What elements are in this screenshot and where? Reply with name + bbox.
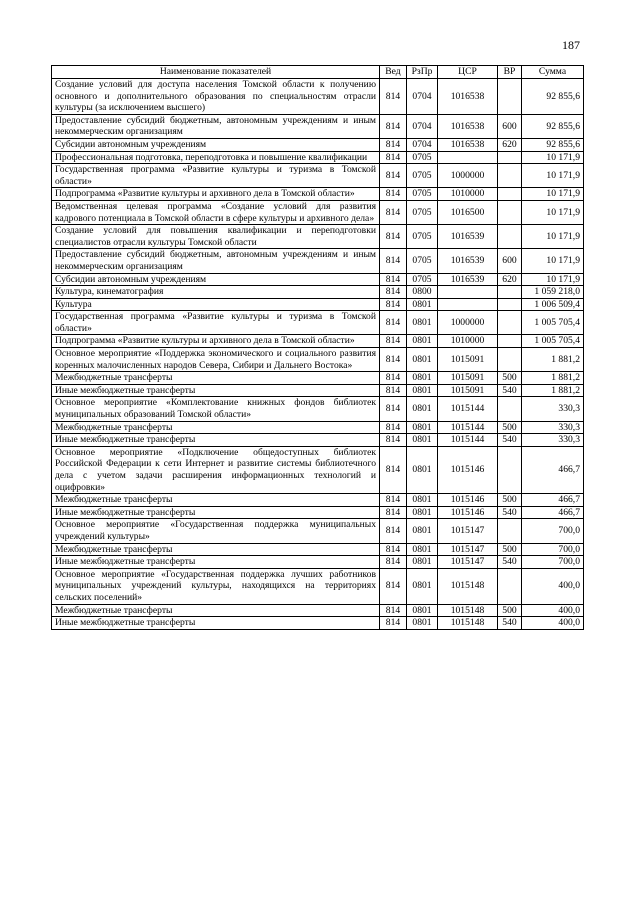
cell-ved: 814 bbox=[380, 298, 407, 311]
cell-name: Иные межбюджетные трансферты bbox=[52, 556, 380, 569]
header-sum: Сумма bbox=[522, 66, 584, 79]
table-row bbox=[52, 138, 584, 151]
cell-csr: 1015146 bbox=[438, 494, 498, 507]
cell-name: Субсидии автономным учреждениям bbox=[52, 138, 380, 151]
cell-rzpr: 0705 bbox=[407, 273, 438, 286]
cell-sum: 10 171,9 bbox=[522, 151, 584, 164]
cell-rzpr: 0801 bbox=[407, 298, 438, 311]
cell-name: Основное мероприятие «Подключение общедоступных библиотек Российской Федерации к сети Интернет и развитие системы библиотечного дела с учетом задачи расширения информационных технологий и оцифровки» bbox=[52, 446, 380, 493]
cell-ved: 814 bbox=[380, 164, 407, 188]
cell-vr bbox=[498, 348, 522, 372]
cell-vr bbox=[498, 164, 522, 188]
cell-ved: 814 bbox=[380, 372, 407, 385]
cell-rzpr: 0801 bbox=[407, 519, 438, 543]
table-row bbox=[52, 446, 584, 493]
cell-csr: 1016539 bbox=[438, 225, 498, 249]
table-row bbox=[52, 421, 584, 434]
cell-name: Ведомственная целевая программа «Создание условий для развития кадрового потенциала в Томской области в сфере культуры и архивного дела» bbox=[52, 200, 380, 224]
cell-csr: 1015148 bbox=[438, 617, 498, 630]
cell-rzpr: 0705 bbox=[407, 249, 438, 273]
cell-name: Создание условий для доступа населения Томской области к получению основного и дополнительного образования по специальностям отрасли культуры (за исключением высшего) bbox=[52, 79, 380, 115]
cell-sum: 400,0 bbox=[522, 617, 584, 630]
cell-sum: 10 171,9 bbox=[522, 273, 584, 286]
cell-vr: 540 bbox=[498, 617, 522, 630]
table-row bbox=[52, 298, 584, 311]
table-row bbox=[52, 79, 584, 115]
cell-name: Межбюджетные трансферты bbox=[52, 494, 380, 507]
cell-name: Иные межбюджетные трансферты bbox=[52, 384, 380, 397]
cell-csr: 1000000 bbox=[438, 311, 498, 335]
cell-rzpr: 0801 bbox=[407, 494, 438, 507]
cell-vr: 500 bbox=[498, 421, 522, 434]
cell-sum: 1 881,2 bbox=[522, 384, 584, 397]
cell-sum: 1 005 705,4 bbox=[522, 311, 584, 335]
cell-csr: 1015091 bbox=[438, 372, 498, 385]
cell-csr: 1016538 bbox=[438, 138, 498, 151]
cell-csr: 1015144 bbox=[438, 434, 498, 447]
cell-name: Иные межбюджетные трансферты bbox=[52, 506, 380, 519]
cell-name: Иные межбюджетные трансферты bbox=[52, 617, 380, 630]
cell-vr: 600 bbox=[498, 249, 522, 273]
cell-ved: 814 bbox=[380, 446, 407, 493]
cell-csr bbox=[438, 151, 498, 164]
cell-rzpr: 0801 bbox=[407, 568, 438, 604]
cell-sum: 1 881,2 bbox=[522, 372, 584, 385]
cell-sum: 400,0 bbox=[522, 568, 584, 604]
cell-sum: 10 171,9 bbox=[522, 188, 584, 201]
cell-sum: 330,3 bbox=[522, 397, 584, 421]
cell-ved: 814 bbox=[380, 311, 407, 335]
cell-ved: 814 bbox=[380, 273, 407, 286]
cell-name: Иные межбюджетные трансферты bbox=[52, 434, 380, 447]
table-row bbox=[52, 188, 584, 201]
cell-sum: 466,7 bbox=[522, 494, 584, 507]
cell-ved: 814 bbox=[380, 249, 407, 273]
cell-csr bbox=[438, 298, 498, 311]
header-name: Наименование показателей bbox=[52, 66, 380, 79]
table-row bbox=[52, 348, 584, 372]
cell-vr bbox=[498, 519, 522, 543]
cell-csr: 1015091 bbox=[438, 384, 498, 397]
table-row bbox=[52, 494, 584, 507]
cell-sum: 400,0 bbox=[522, 604, 584, 617]
table-row bbox=[52, 335, 584, 348]
table-row bbox=[52, 604, 584, 617]
cell-sum: 1 005 705,4 bbox=[522, 335, 584, 348]
cell-csr: 1016538 bbox=[438, 114, 498, 138]
cell-vr bbox=[498, 568, 522, 604]
cell-csr: 1015146 bbox=[438, 446, 498, 493]
cell-rzpr: 0801 bbox=[407, 543, 438, 556]
cell-name: Субсидии автономным учреждениям bbox=[52, 273, 380, 286]
cell-ved: 814 bbox=[380, 384, 407, 397]
table-row bbox=[52, 506, 584, 519]
table-row bbox=[52, 543, 584, 556]
cell-sum: 330,3 bbox=[522, 421, 584, 434]
table-row bbox=[52, 225, 584, 249]
cell-ved: 814 bbox=[380, 604, 407, 617]
cell-csr: 1015146 bbox=[438, 506, 498, 519]
cell-rzpr: 0705 bbox=[407, 164, 438, 188]
table-row bbox=[52, 397, 584, 421]
cell-ved: 814 bbox=[380, 138, 407, 151]
cell-csr: 1016500 bbox=[438, 200, 498, 224]
cell-vr bbox=[498, 446, 522, 493]
cell-ved: 814 bbox=[380, 397, 407, 421]
cell-csr: 1015144 bbox=[438, 421, 498, 434]
cell-ved: 814 bbox=[380, 543, 407, 556]
cell-name: Культура, кинематография bbox=[52, 286, 380, 299]
cell-sum: 92 855,6 bbox=[522, 138, 584, 151]
cell-sum: 700,0 bbox=[522, 543, 584, 556]
cell-rzpr: 0801 bbox=[407, 506, 438, 519]
cell-sum: 10 171,9 bbox=[522, 225, 584, 249]
cell-vr: 600 bbox=[498, 114, 522, 138]
cell-csr: 1010000 bbox=[438, 335, 498, 348]
cell-rzpr: 0801 bbox=[407, 446, 438, 493]
cell-vr: 500 bbox=[498, 604, 522, 617]
cell-sum: 10 171,9 bbox=[522, 164, 584, 188]
cell-ved: 814 bbox=[380, 200, 407, 224]
cell-rzpr: 0801 bbox=[407, 617, 438, 630]
cell-sum: 10 171,9 bbox=[522, 200, 584, 224]
cell-rzpr: 0704 bbox=[407, 79, 438, 115]
cell-csr: 1015148 bbox=[438, 604, 498, 617]
cell-vr bbox=[498, 311, 522, 335]
cell-csr: 1016539 bbox=[438, 249, 498, 273]
table-body bbox=[52, 79, 584, 630]
budget-table bbox=[51, 65, 584, 630]
cell-ved: 814 bbox=[380, 188, 407, 201]
cell-sum: 10 171,9 bbox=[522, 249, 584, 273]
cell-csr: 1016539 bbox=[438, 273, 498, 286]
cell-vr bbox=[498, 286, 522, 299]
cell-rzpr: 0705 bbox=[407, 151, 438, 164]
cell-csr: 1016538 bbox=[438, 79, 498, 115]
cell-name: Предоставление субсидий бюджетным, автономным учреждениям и иным некоммерческим организациям bbox=[52, 249, 380, 273]
header-ved: Вед bbox=[380, 66, 407, 79]
cell-vr: 500 bbox=[498, 543, 522, 556]
cell-rzpr: 0801 bbox=[407, 311, 438, 335]
table-row bbox=[52, 372, 584, 385]
header-rzpr: РзПр bbox=[407, 66, 438, 79]
table-row bbox=[52, 384, 584, 397]
cell-csr: 1000000 bbox=[438, 164, 498, 188]
cell-ved: 814 bbox=[380, 494, 407, 507]
cell-vr: 540 bbox=[498, 506, 522, 519]
cell-name: Предоставление субсидий бюджетным, автономным учреждениям и иным некоммерческим организациям bbox=[52, 114, 380, 138]
cell-ved: 814 bbox=[380, 421, 407, 434]
table-row bbox=[52, 151, 584, 164]
cell-name: Основное мероприятие «Государственная поддержка муниципальных учреждений культуры» bbox=[52, 519, 380, 543]
cell-ved: 814 bbox=[380, 225, 407, 249]
cell-rzpr: 0704 bbox=[407, 138, 438, 151]
cell-name: Межбюджетные трансферты bbox=[52, 543, 380, 556]
cell-name: Государственная программа «Развитие культуры и туризма в Томской области» bbox=[52, 164, 380, 188]
table-row bbox=[52, 114, 584, 138]
cell-vr bbox=[498, 397, 522, 421]
cell-ved: 814 bbox=[380, 335, 407, 348]
table-row bbox=[52, 434, 584, 447]
cell-sum: 700,0 bbox=[522, 556, 584, 569]
cell-vr: 500 bbox=[498, 494, 522, 507]
cell-rzpr: 0801 bbox=[407, 556, 438, 569]
cell-rzpr: 0705 bbox=[407, 225, 438, 249]
cell-rzpr: 0704 bbox=[407, 114, 438, 138]
cell-name: Межбюджетные трансферты bbox=[52, 372, 380, 385]
cell-vr: 620 bbox=[498, 273, 522, 286]
cell-sum: 466,7 bbox=[522, 506, 584, 519]
cell-name: Создание условий для повышения квалификации и переподготовки специалистов отрасли культуры Томской области bbox=[52, 225, 380, 249]
cell-ved: 814 bbox=[380, 151, 407, 164]
cell-sum: 466,7 bbox=[522, 446, 584, 493]
cell-rzpr: 0801 bbox=[407, 348, 438, 372]
cell-ved: 814 bbox=[380, 434, 407, 447]
cell-vr: 620 bbox=[498, 138, 522, 151]
cell-rzpr: 0801 bbox=[407, 372, 438, 385]
table-row bbox=[52, 249, 584, 273]
cell-name: Основное мероприятие «Государственная поддержка лучших работников муниципальных учреждений культуры, находящихся на территориях сельских поселений» bbox=[52, 568, 380, 604]
cell-csr: 1015148 bbox=[438, 568, 498, 604]
cell-sum: 330,3 bbox=[522, 434, 584, 447]
cell-vr bbox=[498, 298, 522, 311]
table-row bbox=[52, 568, 584, 604]
table-row bbox=[52, 286, 584, 299]
cell-rzpr: 0705 bbox=[407, 200, 438, 224]
cell-csr: 1015147 bbox=[438, 519, 498, 543]
cell-name: Подпрограмма «Развитие культуры и архивного дела в Томской области» bbox=[52, 188, 380, 201]
table-row bbox=[52, 311, 584, 335]
cell-rzpr: 0801 bbox=[407, 384, 438, 397]
cell-name: Государственная программа «Развитие культуры и туризма в Томской области» bbox=[52, 311, 380, 335]
cell-vr bbox=[498, 225, 522, 249]
table-row bbox=[52, 200, 584, 224]
table-row bbox=[52, 164, 584, 188]
page-number: 187 bbox=[562, 38, 580, 52]
cell-sum: 700,0 bbox=[522, 519, 584, 543]
cell-csr: 1015147 bbox=[438, 543, 498, 556]
table-row bbox=[52, 519, 584, 543]
cell-sum: 92 855,6 bbox=[522, 79, 584, 115]
cell-name: Основное мероприятие «Поддержка экономического и социального развития коренных малочисленных народов Севера, Сибири и Дальнего Востока» bbox=[52, 348, 380, 372]
cell-name: Межбюджетные трансферты bbox=[52, 421, 380, 434]
cell-csr bbox=[438, 286, 498, 299]
cell-ved: 814 bbox=[380, 506, 407, 519]
cell-name: Подпрограмма «Развитие культуры и архивного дела в Томской области» bbox=[52, 335, 380, 348]
cell-csr: 1010000 bbox=[438, 188, 498, 201]
cell-rzpr: 0801 bbox=[407, 397, 438, 421]
cell-vr bbox=[498, 151, 522, 164]
cell-csr: 1015147 bbox=[438, 556, 498, 569]
cell-ved: 814 bbox=[380, 114, 407, 138]
cell-vr: 500 bbox=[498, 372, 522, 385]
table-row bbox=[52, 617, 584, 630]
cell-vr bbox=[498, 335, 522, 348]
cell-rzpr: 0800 bbox=[407, 286, 438, 299]
cell-vr: 540 bbox=[498, 434, 522, 447]
cell-csr: 1015144 bbox=[438, 397, 498, 421]
cell-name: Основное мероприятие «Комплектование книжных фондов библиотек муниципальных образований Томской области» bbox=[52, 397, 380, 421]
cell-ved: 814 bbox=[380, 556, 407, 569]
cell-name: Межбюджетные трансферты bbox=[52, 604, 380, 617]
cell-vr bbox=[498, 200, 522, 224]
cell-rzpr: 0801 bbox=[407, 421, 438, 434]
cell-rzpr: 0705 bbox=[407, 188, 438, 201]
cell-ved: 814 bbox=[380, 79, 407, 115]
table-row bbox=[52, 273, 584, 286]
cell-vr: 540 bbox=[498, 556, 522, 569]
cell-csr: 1015091 bbox=[438, 348, 498, 372]
cell-rzpr: 0801 bbox=[407, 434, 438, 447]
table-header-row bbox=[52, 66, 584, 79]
header-csr: ЦСР bbox=[438, 66, 498, 79]
header-vr: ВР bbox=[498, 66, 522, 79]
cell-sum: 1 006 509,4 bbox=[522, 298, 584, 311]
cell-ved: 814 bbox=[380, 519, 407, 543]
cell-sum: 92 855,6 bbox=[522, 114, 584, 138]
cell-ved: 814 bbox=[380, 286, 407, 299]
cell-vr: 540 bbox=[498, 384, 522, 397]
cell-vr bbox=[498, 79, 522, 115]
table-row bbox=[52, 556, 584, 569]
cell-rzpr: 0801 bbox=[407, 604, 438, 617]
cell-name: Культура bbox=[52, 298, 380, 311]
cell-ved: 814 bbox=[380, 348, 407, 372]
cell-name: Профессиональная подготовка, переподготовка и повышение квалификации bbox=[52, 151, 380, 164]
cell-ved: 814 bbox=[380, 617, 407, 630]
cell-vr bbox=[498, 188, 522, 201]
cell-ved: 814 bbox=[380, 568, 407, 604]
cell-sum: 1 059 218,0 bbox=[522, 286, 584, 299]
cell-rzpr: 0801 bbox=[407, 335, 438, 348]
cell-sum: 1 881,2 bbox=[522, 348, 584, 372]
